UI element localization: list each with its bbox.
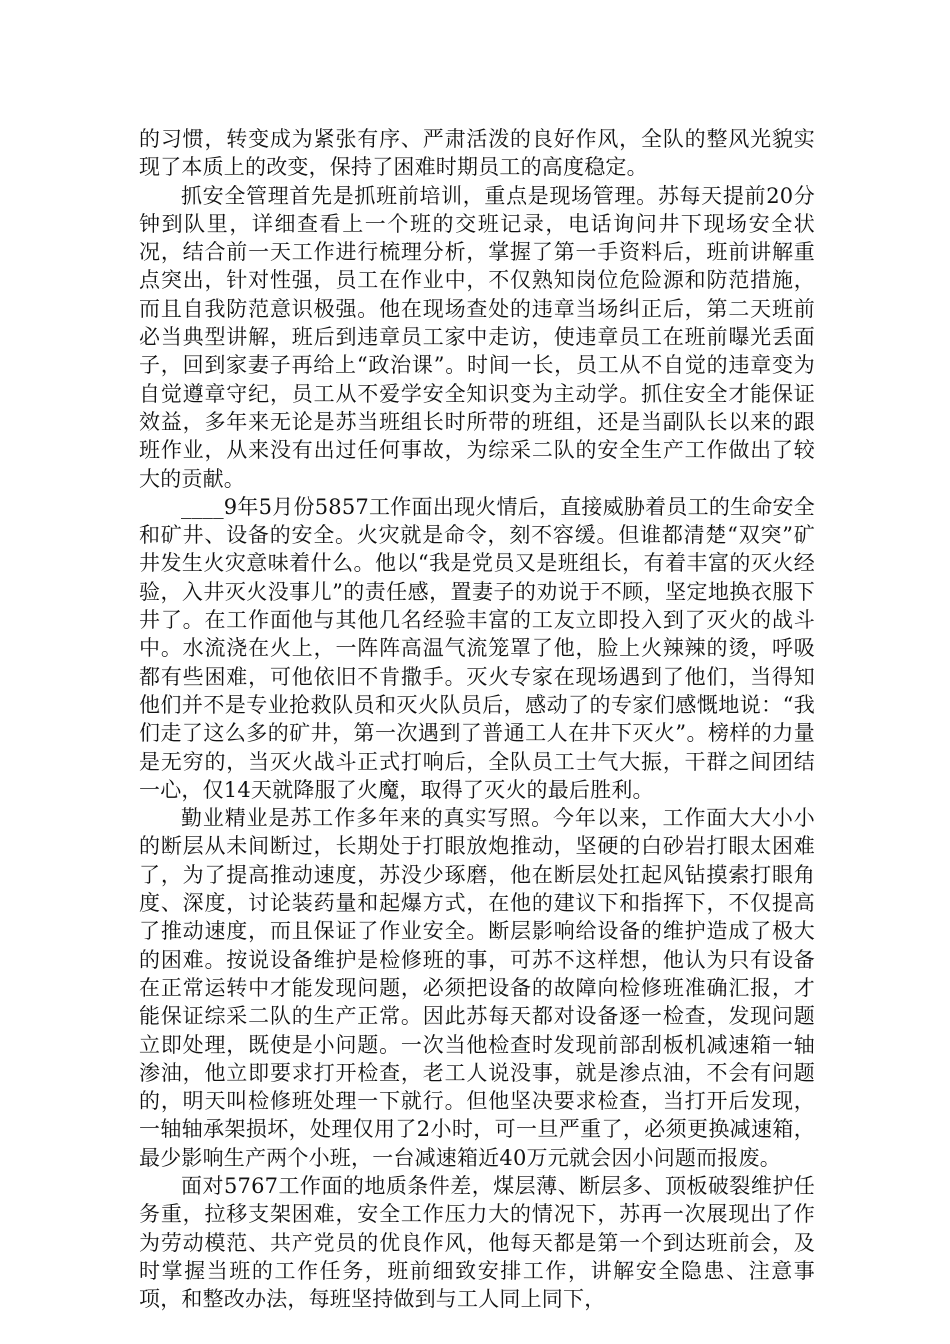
paragraph-5: 面对5767工作面的地质条件差，煤层薄、断层多、顶板破裂维护任务重，拉移支架困难，安全工作压力大的情况下，苏再一次展现出了作为劳动模范、共产党员的优良作风，他每天都是第一个到达班前会，及时掌握当班的工作任务，班前细致安排工作，讲解安全隐患、注意事项，和整改办法，每班坚持做到与工人同上同下，: [139, 1173, 815, 1312]
document-body: [139, 125, 815, 1313]
paragraph-2: 抓安全管理首先是抓班前培训，重点是现场管理。苏每天提前20分钟到队里，详细查看上一个班的交班记录，电话询问井下现场安全状况，结合前一天工作进行梳理分析，掌握了第一手资料后，班前讲解重点突出，针对性强，员工在作业中，不仅熟知岗位危险源和防范措施，而且自我防范意识极强。他在现场查处的违章当场纠正后，第二天班前必当典型讲解，班后到违章员工家中走访，使违章员工在班前曝光丢面子，回到家妻子再给上“政治课”。时间一长，员工从不自觉的违章变为自觉遵章守纪，员工从不爱学安全知识变为主动学。抓住安全才能保证效益，多年来无论是苏当班组长时所带的班组，还是当副队长以来的跟班作业，从来没有出过任何事故，为综采二队的安全生产工作做出了较大的贡献。: [139, 183, 815, 491]
paragraph-4: 勤业精业是苏工作多年来的真实写照。今年以来，工作面大大小小的断层从未间断过，长期处于打眼放炮推动，坚硬的白砂岩打眼太困难了，为了提高推动速度，苏没少琢磨，他在断层处扛起风钻摸索打眼角度、深度，讨论装药量和起爆方式，在他的建议下和指挥下，不仅提高了推动速度，而且保证了作业安全。断层影响给设备的维护造成了极大的困难。按说设备维护是检修班的事，可苏不这样想，他认为只有设备在正常运转中才能发现问题，必须把设备的故障向检修班准确汇报，才能保证综采二队的生产正常。因此苏每天都对设备逐一检查，发现问题立即处理，既使是小问题。一次当他检查时发现前部刮板机减速箱一轴渗油，他立即要求打开检查，老工人说没事，就是渗点油，不会有问题的，明天叫检修班处理一下就行。但他坚决要求检查，当打开后发现，一轴轴承架损坏，处理仅用了2小时，可一旦严重了，必须更换减速箱，最少影响生产两个小班，一台减速箱近40万元就会因小问题而报废。: [139, 806, 815, 1170]
paragraph-1: 的习惯，转变成为紧张有序、严肃活泼的良好作风，全队的整风光貌实现了本质上的改变，保持了困难时期员工的高度稳定。: [139, 127, 815, 180]
paragraph-3: ____9年5月份5857工作面出现火情后，直接威胁着员工的生命安全和矿井、设备的安全。火灾就是命令，刻不容缓。但谁都清楚“双突”矿井发生火灾意味着什么。他以“我是党员又是班组长，有着丰富的灭火经验，入井灭火没事儿”的责任感，置妻子的劝说于不顾，坚定地换衣服下井了。在工作面他与其他几名经验丰富的工友立即投入到了灭火的战斗中。水流浇在火上，一阵阵高温气流笼罩了他，脸上火辣辣的烫，呼吸都有些困难，可他依旧不肯撒手。灭火专家在现场遇到了他们，当得知他们并不是专业抢救队员和灭火队员后，感动了的专家们感慨地说：“我们走了这么多的矿井，第一次遇到了普通工人在井下灭火”。榜样的力量是无穷的，当灭火战斗正式打响后，全队员工士气大振，干群之间团结一心，仅14天就降服了火魔，取得了灭火的最后胜利。: [139, 494, 815, 802]
